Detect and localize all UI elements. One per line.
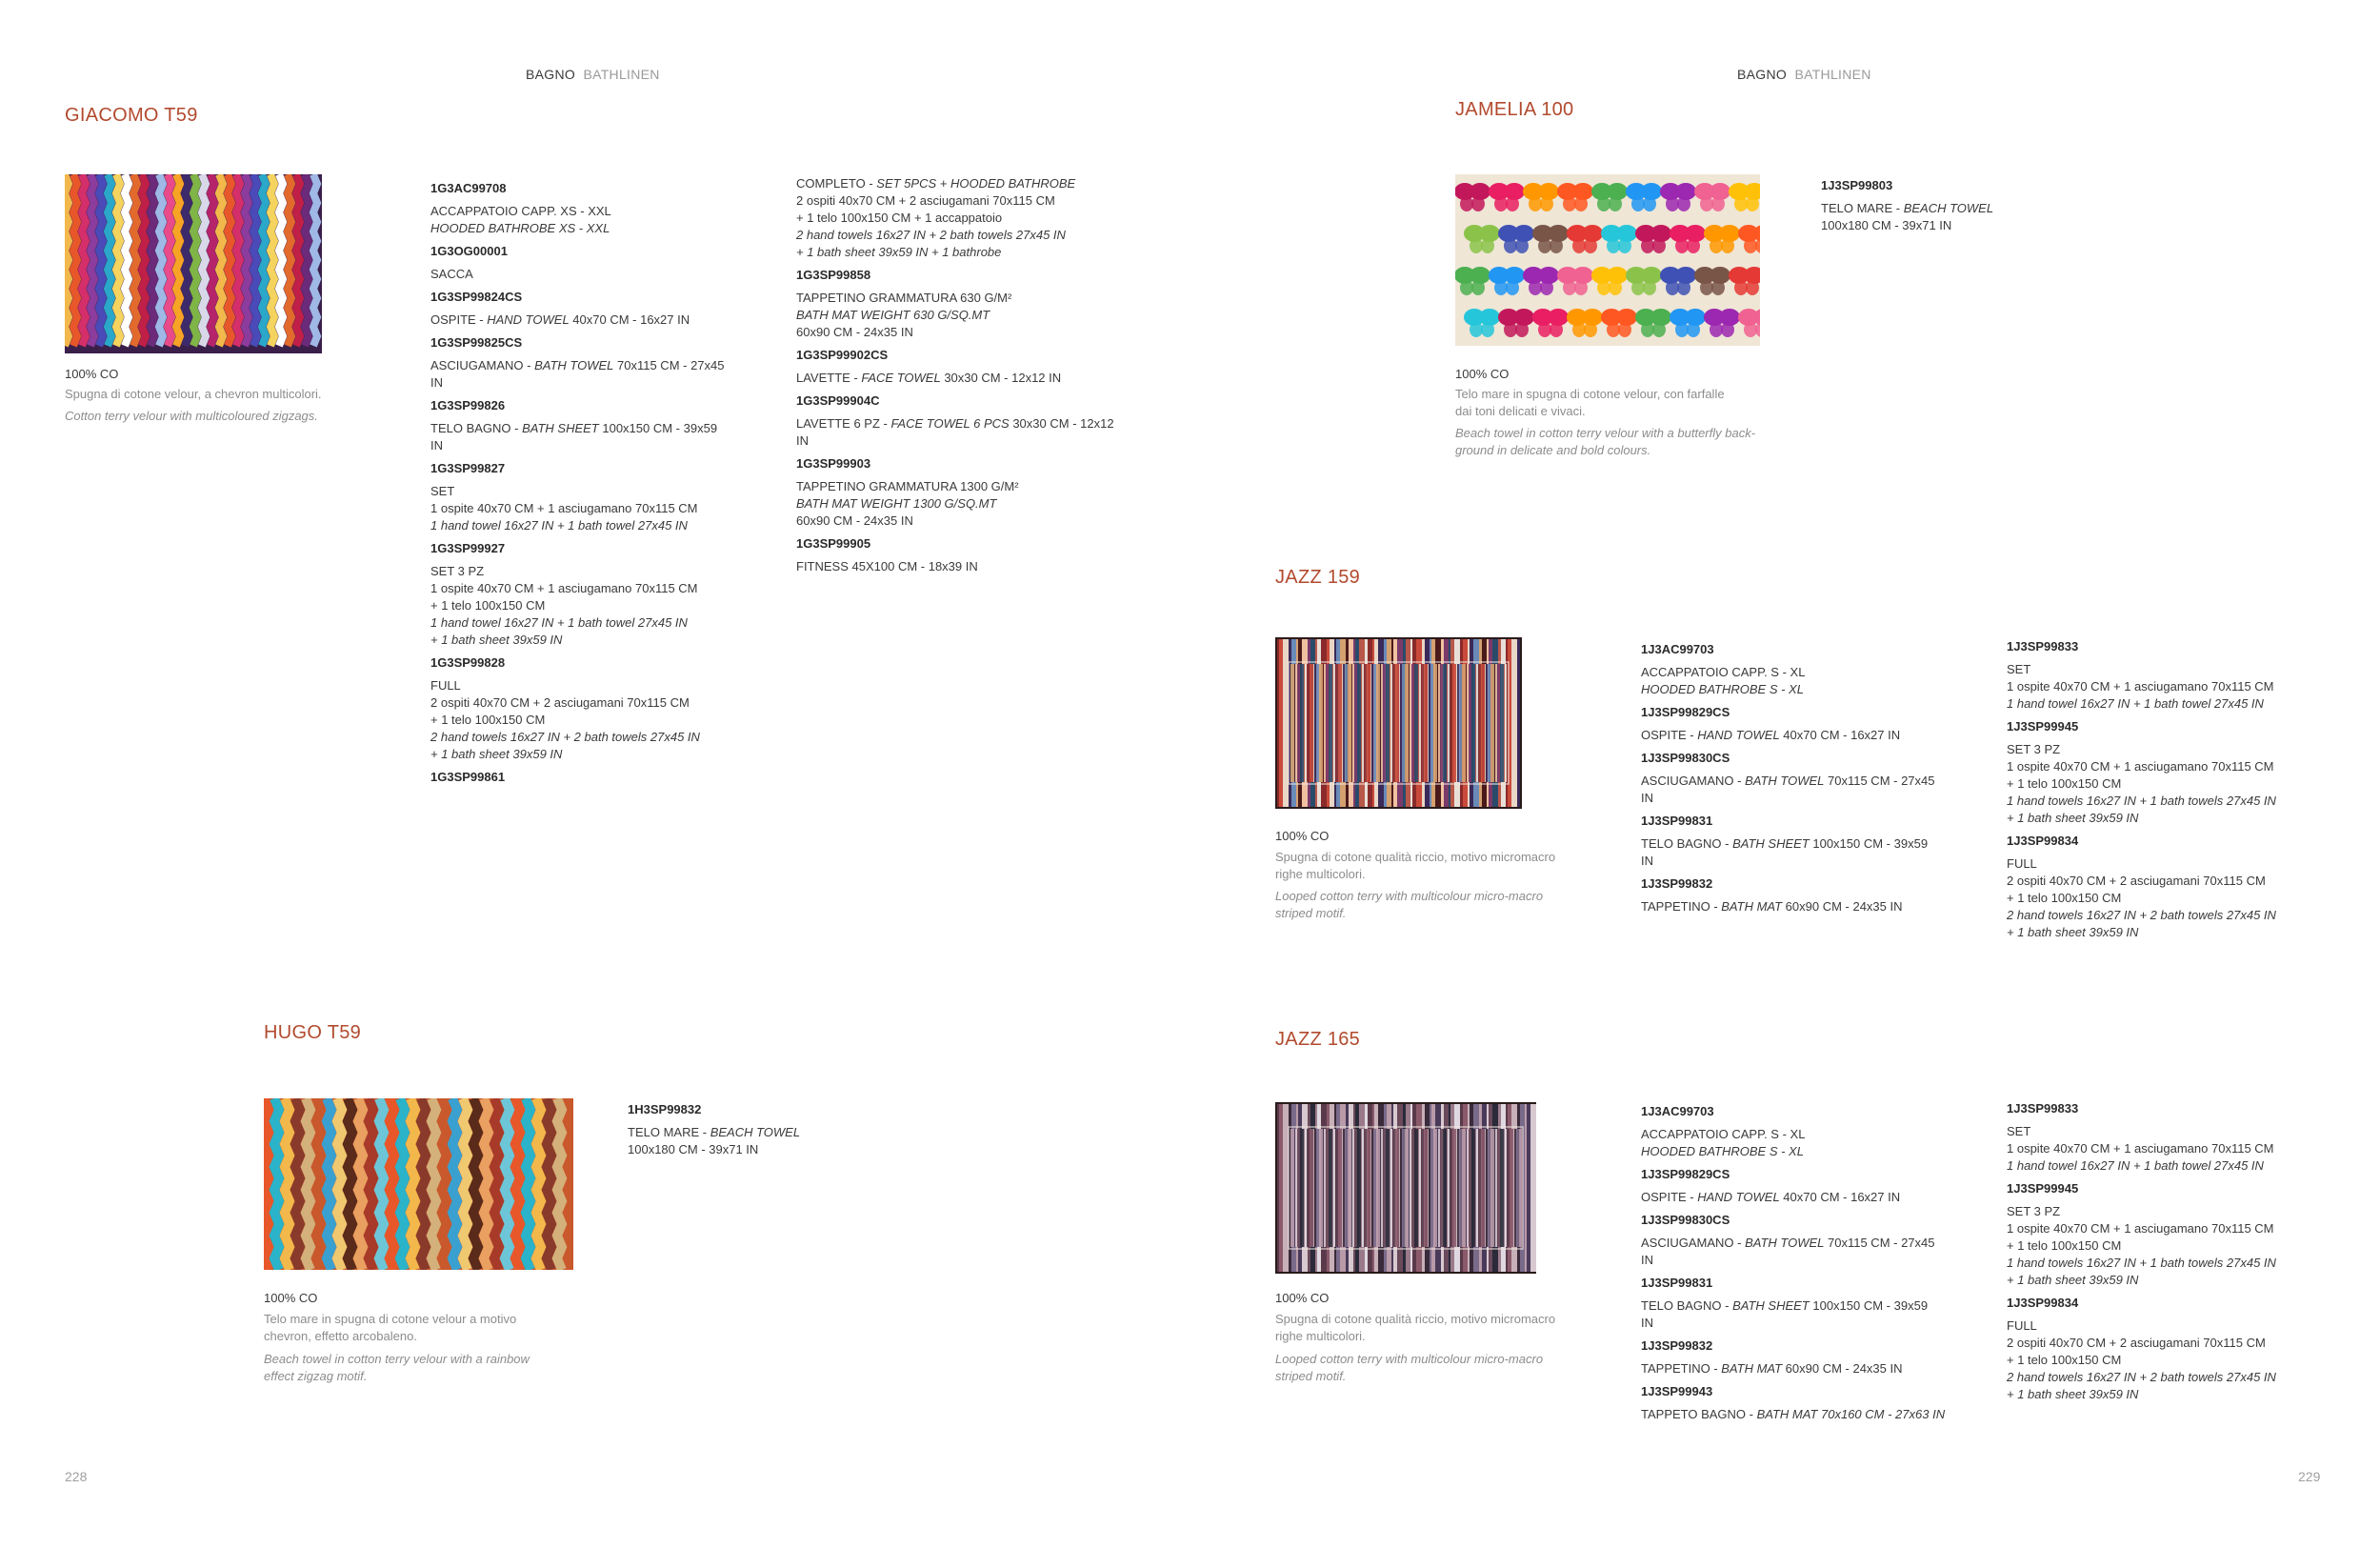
giacomo-desc-it: Spugna di cotone velour, a chevron multicolori.: [65, 387, 322, 401]
jazz159-products-col1: [1641, 641, 1993, 915]
jazz165-composition: 100% CO: [1275, 1291, 1330, 1305]
product-code: 1H3SP99832: [628, 1102, 702, 1116]
product-line: SET: [430, 484, 455, 498]
desc-line: righe multicolori.: [1275, 1329, 1366, 1343]
product-line: 1 ospite 40x70 CM + 1 asciugamano 70x115 CM: [2007, 1221, 2274, 1236]
product-line: LAVETTE 6 PZ - FACE TOWEL 6 PCS 30x30 CM - 12x12: [796, 416, 1114, 431]
product-line: 100x180 CM - 39x71 IN: [628, 1142, 759, 1156]
product-line: COMPLETO - SET 5PCS + HOODED BATHROBE: [796, 176, 1076, 191]
giacomo-products-col2: [796, 175, 1158, 575]
product-line: + 1 bath sheet 39x59 IN: [2007, 811, 2139, 825]
product-line: 1 ospite 40x70 CM + 1 asciugamano 70x115 CM: [430, 501, 698, 515]
hugo-title: HUGO T59: [264, 1022, 362, 1043]
product-line: 2 hand towels 16x27 IN + 2 bath towels 27x45 IN: [2007, 1370, 2276, 1384]
product-line: OSPITE - HAND TOWEL 40x70 CM - 16x27 IN: [1641, 728, 1901, 742]
product-line: + 1 bath sheet 39x59 IN: [2007, 1387, 2139, 1401]
desc-line: Spugna di cotone qualità riccio, motivo micromacro: [1275, 850, 1556, 864]
header-main: BAGNO: [1737, 67, 1788, 82]
desc-line: chevron, effetto arcobaleno.: [264, 1329, 417, 1343]
product-line: TAPPETINO - BATH MAT 60x90 CM - 24x35 IN: [1641, 899, 1903, 914]
desc-line: Spugna di cotone qualità riccio, motivo micromacro: [1275, 1312, 1556, 1326]
product-line: TAPPETINO GRAMMATURA 1300 G/M²: [796, 479, 1019, 493]
product-line: TELO BAGNO - BATH SHEET 100x150 CM - 39x59: [1641, 1298, 1929, 1313]
page-number-left: 228: [65, 1469, 88, 1484]
jamelia-desc-it: [1455, 386, 1725, 420]
page-number-right: 229: [2298, 1469, 2321, 1484]
giacomo-composition: 100% CO: [65, 367, 119, 381]
jazz165-desc-it: [1275, 1311, 1555, 1345]
product-code: 1J3SP99829CS: [1641, 705, 1730, 719]
product-line: + 1 telo 100x150 CM: [2007, 1353, 2122, 1367]
giacomo-title: GIACOMO T59: [65, 105, 198, 126]
header-sub: BATHLINEN: [583, 67, 660, 82]
running-header-left: [526, 67, 660, 82]
product-code: 1G3SP99827: [430, 461, 506, 475]
jazz165-desc-en: [1275, 1351, 1543, 1385]
product-code: 1G3AC99708: [430, 181, 507, 195]
product-code: 1G3OG00001: [430, 244, 508, 258]
product-line: + 1 bath sheet 39x59 IN: [2007, 1273, 2139, 1287]
desc-line: striped motif.: [1275, 906, 1347, 920]
product-line: IN: [430, 438, 443, 452]
hugo-desc-en: [264, 1351, 530, 1385]
header-sub: BATHLINEN: [1794, 67, 1871, 82]
product-line: + 1 bath sheet 39x59 IN + 1 bathrobe: [796, 245, 1002, 259]
desc-line: righe multicolori.: [1275, 867, 1366, 881]
jamelia-title: JAMELIA 100: [1455, 99, 1574, 120]
product-code: 1J3SP99832: [1641, 1338, 1713, 1353]
product-line: + 1 bath sheet 39x59 IN: [2007, 925, 2139, 939]
product-code: 1G3SP99858: [796, 268, 871, 282]
desc-line: Looped cotton terry with multicolour micro-macro: [1275, 1352, 1544, 1366]
product-line: HOODED BATHROBE S - XL: [1641, 682, 1804, 696]
product-code: 1G3SP99828: [430, 655, 506, 670]
product-code: 1J3SP99803: [1821, 178, 1893, 192]
product-line: LAVETTE - FACE TOWEL 30x30 CM - 12x12 IN: [796, 371, 1062, 385]
hugo-composition: 100% CO: [264, 1291, 318, 1305]
product-code: 1G3SP99904C: [796, 393, 880, 408]
product-line: TELO MARE - BEACH TOWEL: [1821, 201, 1994, 215]
jazz159-title: JAZZ 159: [1275, 567, 1361, 588]
product-code: 1J3SP99834: [2007, 834, 2079, 848]
product-code: 1G3SP99927: [430, 541, 506, 555]
product-line: IN: [1641, 791, 1653, 805]
product-line: + 1 bath sheet 39x59 IN: [430, 633, 563, 647]
product-code: 1G3SP99826: [430, 398, 506, 412]
product-line: ASCIUGAMANO - BATH TOWEL 70x115 CM - 27x45: [1641, 774, 1935, 788]
product-code: 1J3SP99833: [2007, 1101, 2079, 1116]
product-line: TAPPETINO GRAMMATURA 630 G/M²: [796, 291, 1012, 305]
jazz159-composition: 100% CO: [1275, 829, 1330, 843]
product-line: IN: [430, 375, 443, 390]
product-line: TELO BAGNO - BATH SHEET 100x150 CM - 39x59: [1641, 836, 1929, 851]
product-line: FULL: [430, 678, 461, 693]
desc-line: Beach towel in cotton terry velour with a rainbow: [264, 1352, 530, 1366]
product-line: ACCAPPATOIO CAPP. XS - XXL: [430, 204, 611, 218]
product-line: SET: [2007, 662, 2031, 676]
product-code: 1G3SP99903: [796, 456, 871, 471]
product-line: ASCIUGAMANO - BATH TOWEL 70x115 CM - 27x45: [430, 358, 725, 372]
product-code: 1G3SP99902CS: [796, 348, 889, 362]
product-code: 1J3SP99832: [1641, 876, 1713, 891]
product-line: + 1 telo 100x150 CM: [2007, 891, 2122, 905]
jazz159-products-col2: [2007, 638, 2369, 941]
product-line: FITNESS 45X100 CM - 18x39 IN: [796, 559, 978, 573]
product-line: IN: [1641, 1253, 1653, 1267]
product-line: 1 hand towels 16x27 IN + 1 bath towels 27x45 IN: [2007, 1256, 2276, 1270]
product-line: FULL: [2007, 1318, 2037, 1333]
product-line: IN: [796, 433, 809, 448]
product-code: 1J3SP99945: [2007, 1181, 2079, 1196]
product-line: TAPPETINO - BATH MAT 60x90 CM - 24x35 IN: [1641, 1361, 1903, 1376]
product-line: 2 ospiti 40x70 CM + 2 asciugamani 70x115 CM: [2007, 1336, 2266, 1350]
jamelia-desc-en: [1455, 425, 1755, 459]
product-line: ACCAPPATOIO CAPP. S - XL: [1641, 665, 1806, 679]
jazz165-products-col2: [2007, 1100, 2369, 1403]
product-line: 1 ospite 40x70 CM + 1 asciugamano 70x115 CM: [2007, 1141, 2274, 1156]
product-line: 1 ospite 40x70 CM + 1 asciugamano 70x115 CM: [2007, 679, 2274, 694]
product-code: 1G3SP99905: [796, 536, 871, 551]
product-code: 1J3SP99943: [1641, 1384, 1713, 1398]
product-line: SET 3 PZ: [2007, 1204, 2061, 1218]
jazz159-desc-en: [1275, 888, 1543, 922]
desc-line: Beach towel in cotton terry velour with a butterfly back-: [1455, 426, 1756, 440]
giacomo-products-col1: [430, 180, 783, 792]
hugo-desc-it: [264, 1311, 516, 1345]
product-code: 1J3SP99830CS: [1641, 751, 1730, 765]
product-line: FULL: [2007, 856, 2037, 871]
header-main: BAGNO: [526, 67, 576, 82]
product-line: BATH MAT WEIGHT 1300 G/SQ.MT: [796, 496, 997, 511]
product-line: 60x90 CM - 24x35 IN: [796, 513, 913, 528]
product-line: + 1 bath sheet 39x59 IN: [430, 747, 563, 761]
product-code: 1J3SP99830CS: [1641, 1213, 1730, 1227]
product-line: + 1 telo 100x150 CM: [430, 598, 546, 613]
product-line: + 1 telo 100x150 CM + 1 accappatoio: [796, 211, 1003, 225]
product-line: 1 ospite 40x70 CM + 1 asciugamano 70x115 CM: [2007, 759, 2274, 774]
product-line: 1 hand towel 16x27 IN + 1 bath towel 27x45 IN: [430, 518, 688, 533]
jamelia-composition: 100% CO: [1455, 367, 1510, 381]
product-line: 2 ospiti 40x70 CM + 2 asciugamani 70x115 CM: [796, 193, 1055, 208]
product-line: OSPITE - HAND TOWEL 40x70 CM - 16x27 IN: [1641, 1190, 1901, 1204]
product-line: HOODED BATHROBE S - XL: [1641, 1144, 1804, 1158]
product-code: 1J3SP99831: [1641, 814, 1713, 828]
product-code: 1J3AC99703: [1641, 1104, 1714, 1118]
jazz159-product-image: [1275, 637, 1522, 809]
product-code: 1G3SP99825CS: [430, 335, 523, 350]
product-code: 1J3SP99831: [1641, 1276, 1713, 1290]
product-line: BATH MAT WEIGHT 630 G/SQ.MT: [796, 308, 990, 322]
jamelia-products-col1: [1821, 177, 2126, 234]
product-line: + 1 telo 100x150 CM: [430, 713, 546, 727]
desc-line: Telo mare in spugna di cotone velour a motivo: [264, 1312, 517, 1326]
product-line: 2 ospiti 40x70 CM + 2 asciugamani 70x115 CM: [2007, 874, 2266, 888]
product-code: 1J3SP99829CS: [1641, 1167, 1730, 1181]
product-code: 1J3SP99833: [2007, 639, 2079, 653]
product-line: SET: [2007, 1124, 2031, 1138]
desc-line: Looped cotton terry with multicolour micro-macro: [1275, 889, 1544, 903]
product-line: 1 hand towel 16x27 IN + 1 bath towel 27x45 IN: [430, 615, 688, 630]
product-line: TELO MARE - BEACH TOWEL: [628, 1125, 801, 1139]
product-line: 2 hand towels 16x27 IN + 2 bath towels 27x45 IN: [430, 730, 700, 744]
product-line: TAPPETO BAGNO - BATH MAT 70x160 CM - 27x63 IN: [1641, 1407, 1946, 1421]
product-code: 1J3AC99703: [1641, 642, 1714, 656]
product-line: SET 3 PZ: [2007, 742, 2061, 756]
product-line: 2 ospiti 40x70 CM + 2 asciugamani 70x115 CM: [430, 695, 690, 710]
jazz165-title: JAZZ 165: [1275, 1029, 1361, 1050]
product-line: 1 hand towels 16x27 IN + 1 bath towels 27x45 IN: [2007, 794, 2276, 808]
product-line: SET 3 PZ: [430, 564, 485, 578]
desc-line: Telo mare in spugna di cotone velour, con farfalle: [1455, 387, 1725, 401]
product-line: 100x180 CM - 39x71 IN: [1821, 218, 1952, 232]
product-line: SACCA: [430, 267, 473, 281]
product-line: 1 hand towel 16x27 IN + 1 bath towel 27x45 IN: [2007, 1158, 2264, 1173]
desc-line: effect zigzag motif.: [264, 1369, 368, 1383]
giacomo-desc-en: Cotton terry velour with multicoloured zigzags.: [65, 409, 318, 423]
product-line: HOODED BATHROBE XS - XXL: [430, 221, 610, 235]
product-code: 1J3SP99945: [2007, 719, 2079, 734]
product-line: 60x90 CM - 24x35 IN: [796, 325, 913, 339]
jazz159-desc-it: [1275, 849, 1555, 883]
product-line: 1 ospite 40x70 CM + 1 asciugamano 70x115 CM: [430, 581, 698, 595]
product-line: OSPITE - HAND TOWEL 40x70 CM - 16x27 IN: [430, 312, 690, 327]
product-line: TELO BAGNO - BATH SHEET 100x150 CM - 39x59: [430, 421, 718, 435]
product-line: 2 hand towels 16x27 IN + 2 bath towels 27x45 IN: [2007, 908, 2276, 922]
product-code: 1J3SP99834: [2007, 1296, 2079, 1310]
jazz165-products-col1: [1641, 1103, 1993, 1423]
product-line: ASCIUGAMANO - BATH TOWEL 70x115 CM - 27x45: [1641, 1236, 1935, 1250]
desc-line: ground in delicate and bold colours.: [1455, 443, 1651, 457]
hugo-products-col1: [628, 1101, 932, 1158]
running-header-right: [1737, 67, 1871, 82]
product-line: 1 hand towel 16x27 IN + 1 bath towel 27x45 IN: [2007, 696, 2264, 711]
product-line: + 1 telo 100x150 CM: [2007, 776, 2122, 791]
product-line: + 1 telo 100x150 CM: [2007, 1238, 2122, 1253]
product-line: 2 hand towels 16x27 IN + 2 bath towels 27x45 IN: [796, 228, 1066, 242]
jazz165-product-image: [1275, 1102, 1536, 1274]
product-line: IN: [1641, 1316, 1653, 1330]
desc-line: dai toni delicati e vivaci.: [1455, 404, 1586, 418]
product-code: 1G3SP99824CS: [430, 290, 523, 304]
product-line: ACCAPPATOIO CAPP. S - XL: [1641, 1127, 1806, 1141]
jamelia-product-image: [1455, 174, 1760, 346]
desc-line: striped motif.: [1275, 1369, 1347, 1383]
hugo-product-image: [264, 1098, 573, 1270]
giacomo-product-image: [65, 174, 322, 353]
product-line: IN: [1641, 854, 1653, 868]
product-code: 1G3SP99861: [430, 770, 506, 784]
